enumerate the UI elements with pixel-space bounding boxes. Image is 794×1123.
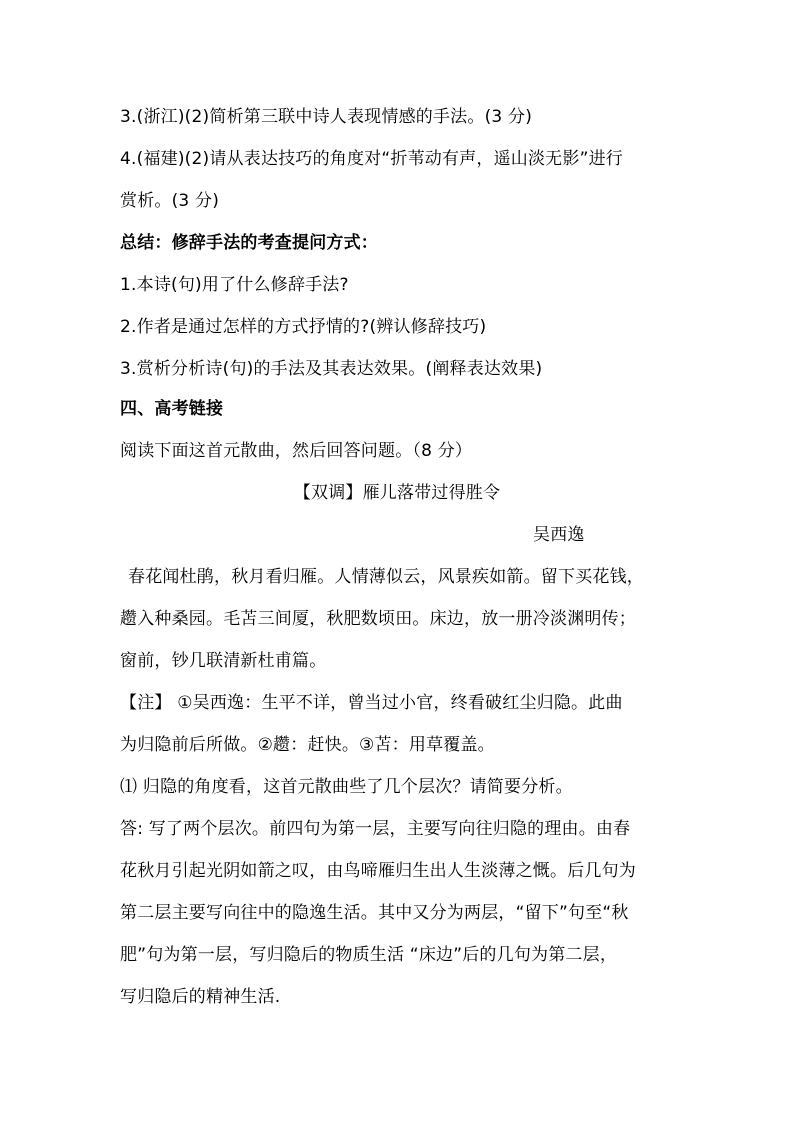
answer-line-2: 花秋月引起光阴如箭之叹，由鸟啼雁归生出人生淡薄之慨。后几句为 [120,861,636,881]
poem-line-2: 趱入种桑园。毛苫三间厦，秋肥数顷田。床边，放一册冷淡渊明传； [120,609,636,629]
answer-line-1: 答: 写了两个层次。前四句为第一层，主要写向往归隐的理由。由春 [120,819,631,839]
summary-item-1: 1.本诗(句)用了什么修辞手法? [120,275,349,295]
instruction-text: 阅读下面这首元散曲，然后回答问题。（8 分） [120,441,473,461]
poem-line-3: 窗前，钞几联清新杜甫篇。 [120,651,327,671]
summary-item-2: 2.作者是通过怎样的方式抒情的?(辨认修辞技巧) [120,317,487,337]
answer-line-3: 第二层主要写向往中的隐逸生活。其中又分为两层，“留下”句至“秋 [120,903,629,923]
question-4-line-2: 赏析。(3 分) [120,191,220,211]
question-4-line-1: 4.(福建)(2)请从表达技巧的角度对“折苇动有声，遥山淡无影”进行 [120,149,623,169]
analysis-question: ⑴ 归隐的角度看，这首元散曲些了几个层次？请简要分析。 [120,777,573,797]
question-3: 3.(浙江)(2)简析第三联中诗人表现情感的手法。(3 分) [120,107,533,127]
section-heading-4: 四、高考链接 [120,399,224,419]
poem-line-1: 春花闻杜鹃，秋月看归雁。人情薄似云，风景疾如箭。留下买花钱， [128,567,644,587]
summary-item-3: 3.赏析分析诗(句)的手法及其表达效果。(阐释表达效果) [120,359,543,379]
poem-author: 吴西逸 [533,525,585,545]
note-line-2: 为归隐前后所做。②趱：赶快。③苫：用草覆盖。 [120,735,495,755]
note-line-1: 【注】 ①吴西逸：生平不详，曾当过小官，终看破红尘归隐。此曲 [120,693,623,713]
answer-line-4: 肥”句为第一层，写归隐后的物质生活 “床边”后的几句为第二层， [120,945,618,965]
poem-title: 【双调】雁儿落带过得胜令 [293,483,501,503]
summary-heading: 总结：修辞手法的考查提问方式： [120,233,378,253]
answer-line-5: 写归隐后的精神生活. [120,987,281,1007]
